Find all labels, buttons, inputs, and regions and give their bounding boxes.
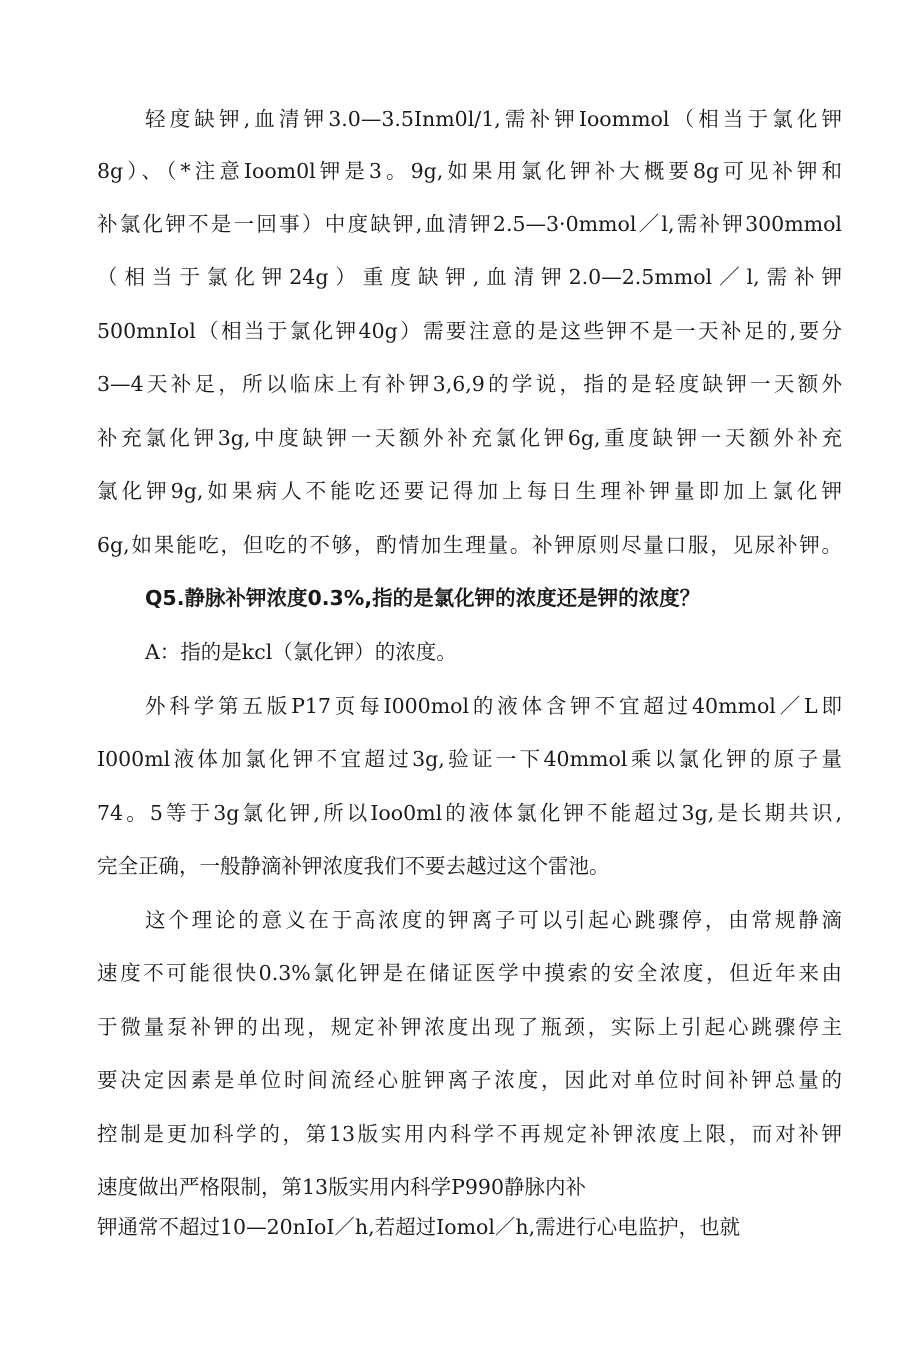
- paragraph-line: 要决定因素是单位时间流经心脏钾离子浓度，因此对单位时间补钾总量的: [97, 1068, 842, 1092]
- paragraph-line: 500mnIol（相当于氯化钾40g）需要注意的是这些钾不是一天补足的,要分: [97, 319, 842, 343]
- paragraph-line: 8g）、（*注意Ioom0l钾是3。9g,如果用氯化钾补大概要8g可见补钾和: [97, 159, 842, 183]
- paragraph-line: 于微量泵补钾的出现，规定补钾浓度出现了瓶颈，实际上引起心跳骤停主: [97, 1015, 842, 1039]
- paragraph-line: 这个理论的意义在于高浓度的钾离子可以引起心跳骤停，由常规静滴: [145, 908, 842, 932]
- question-heading: Q5.静脉补钾浓度0.3%,指的是氯化钾的浓度还是钾的浓度？: [145, 586, 701, 610]
- paragraph-line: 3—4天补足，所以临床上有补钾3,6,9的学说，指的是轻度缺钾一天额外: [97, 372, 842, 396]
- paragraph-line: 速度做出严格限制，第13版实用内科学P990静脉内补: [97, 1175, 587, 1199]
- paragraph-line: 补充氯化钾3g,中度缺钾一天额外补充氯化钾6g,重度缺钾一天额外补充: [97, 426, 842, 450]
- paragraph-line: 补氯化钾不是一回事）中度缺钾,血清钾2.5—3·0mmol／l,需补钾300mmol: [97, 212, 842, 236]
- paragraph-line: 74。5等于3g氯化钾,所以Ioo0ml的液体氯化钾不能超过3g,是长期共识,: [97, 801, 842, 825]
- paragraph-line: 钾通常不超过10—20nIoI／h,若超过Iomol／h,需进行心电监护，也就: [97, 1215, 741, 1239]
- paragraph-line: 控制是更加科学的，第13版实用内科学不再规定补钾浓度上限，而对补钾: [97, 1122, 842, 1146]
- paragraph-line: 氯化钾9g,如果病人不能吃还要记得加上每日生理补钾量即加上氯化钾: [97, 479, 842, 503]
- paragraph-line: 完全正确，一般静滴补钾浓度我们不要去越过这个雷池。: [97, 854, 610, 878]
- paragraph-line: 速度不可能很快0.3%氯化钾是在储证医学中摸索的安全浓度，但近年来由: [97, 961, 842, 985]
- paragraph-line: 6g,如果能吃，但吃的不够，酌情加生理量。补钾原则尽量口服，见尿补钾。: [97, 533, 842, 557]
- paragraph-line: （相当于氯化钾24g）重度缺钾,血清钾2.0—2.5mmol／l,需补钾: [97, 265, 842, 289]
- answer-line: A：指的是kcl（氯化钾）的浓度。: [145, 640, 457, 664]
- paragraph-line: 轻度缺钾,血清钾3.0—3.5Inm0l/1,需补钾Ioommol（相当于氯化钾: [145, 107, 842, 131]
- paragraph-line: I000ml液体加氯化钾不宜超过3g,验证一下40mmol乘以氯化钾的原子量: [97, 747, 842, 771]
- paragraph-line: 外科学第五版P17页每I000mol的液体含钾不宜超过40mmol／L即: [145, 694, 842, 718]
